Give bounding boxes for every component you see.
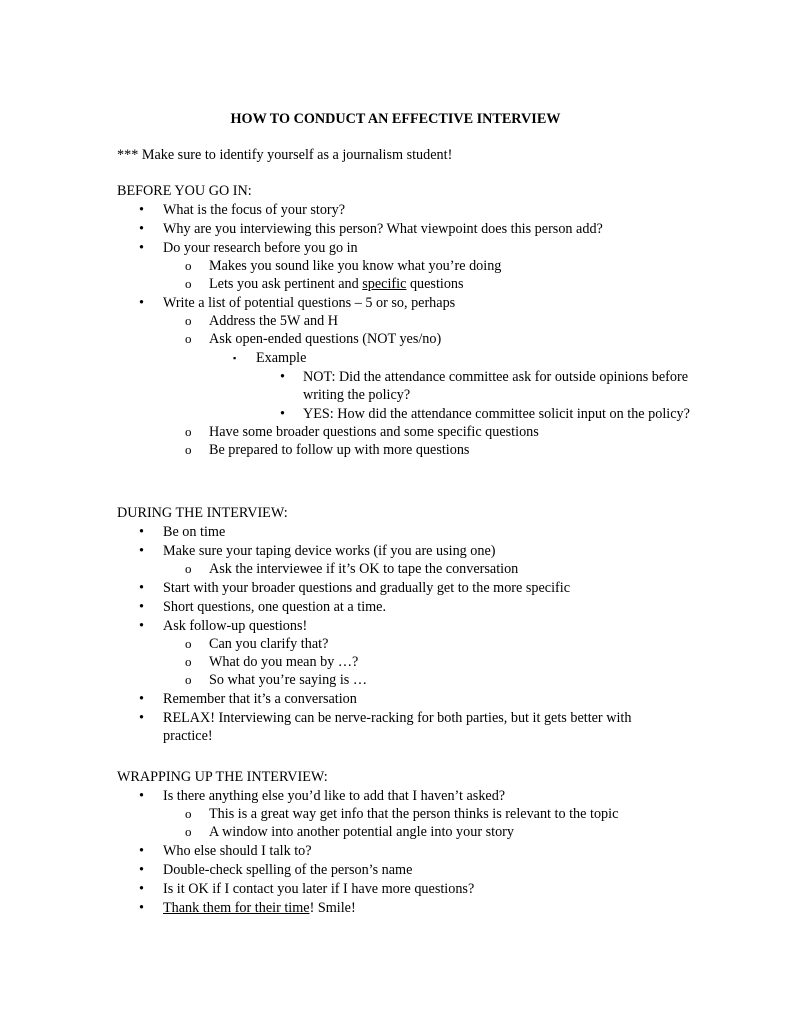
example-item-not: • NOT: Did the attendance committee ask for outside opinions before writing the policy? [280,369,689,403]
sub-list-item: o Makes you sound like you know what you’re doing [185,258,502,274]
bullet-marker: • [139,862,144,878]
list-item: • Double-check spelling of the person’s name [139,862,413,878]
underlined-text: specific [362,276,407,292]
sub-list-item: o Have some broader questions and some specific questions [185,424,539,440]
square-marker: ▪ [233,353,237,363]
sub-list-item: o Address the 5W and H [185,313,338,329]
example-item-yes: • YES: How did the attendance committee solicit input on the policy? [280,406,690,422]
circle-marker: o [185,654,192,669]
list-item: • RELAX! Interviewing can be nerve-racking for both parties, but it gets better with practice! [139,710,632,744]
circle-marker: o [185,561,192,576]
sub-list-item: o A window into another potential angle into your story [185,824,514,840]
bullet-marker: • [139,618,144,634]
bullet-marker: • [139,202,144,218]
sub-list-item: o So what you’re saying is … [185,672,368,688]
page-title: HOW TO CONDUCT AN EFFECTIVE INTERVIEW [230,111,561,127]
list-item: • Remember that it’s a conversation [139,691,357,707]
list-item: • What is the focus of your story? [139,202,346,218]
intro-note: *** Make sure to identify yourself as a journalism student! [117,147,453,163]
sub-list-item: o Be prepared to follow up with more questions [185,442,470,458]
circle-marker: o [185,331,192,346]
bullet-marker: • [280,406,285,422]
list-item: • Thank them for their time! Smile! [139,900,356,916]
section-before [117,182,717,459]
bullet-marker: • [139,524,144,540]
bullet-marker: • [139,900,144,916]
list-item: • Is there anything else you’d like to add that I haven’t asked? [139,788,506,804]
circle-marker: o [185,442,192,457]
section-heading-during: DURING THE INTERVIEW: [117,505,288,521]
sub-list-item: o Ask the interviewee if it’s OK to tape the conversation [185,561,519,577]
bullet-marker: • [280,369,285,385]
section-heading-before: BEFORE YOU GO IN: [117,183,252,199]
bullet-marker: • [139,599,144,615]
list-item: • Short questions, one question at a time. [139,599,387,615]
list-item: • Make sure your taping device works (if you are using one) [139,543,496,559]
circle-marker: o [185,276,192,291]
circle-marker: o [185,672,192,687]
underlined-text: Thank them for their time [163,900,310,916]
sub-list-item: o Lets you ask pertinent and specific questions [185,276,464,292]
list-item: • Do your research before you go in [139,240,358,256]
circle-marker: o [185,313,192,328]
sub-list-item: o This is a great way get info that the person thinks is relevant to the topic [185,806,619,822]
circle-marker: o [185,636,192,651]
section-during [117,504,717,745]
section-heading-wrap: WRAPPING UP THE INTERVIEW: [117,769,328,785]
list-item: • Why are you interviewing this person? What viewpoint does this person add? [139,221,603,237]
bullet-marker: • [139,295,144,311]
bullet-marker: • [139,843,144,859]
bullet-marker: • [139,240,144,256]
circle-marker: o [185,424,192,439]
bullet-marker: • [139,580,144,596]
sub-list-item: o Ask open-ended questions (NOT yes/no) [185,331,442,347]
bullet-marker: • [139,543,144,559]
circle-marker: o [185,258,192,273]
list-item: • Is it OK if I contact you later if I have more questions? [139,881,475,897]
sub-list-item: o What do you mean by …? [185,654,359,670]
sub-sub-list-item: ▪ Example [233,350,307,366]
bullet-marker: • [139,881,144,897]
bullet-marker: • [139,710,144,726]
list-item: • Write a list of potential questions – 5 or so, perhaps [139,295,456,311]
list-item: • Be on time [139,524,226,540]
circle-marker: o [185,806,192,821]
list-item: • Ask follow-up questions! [139,618,308,634]
bullet-marker: • [139,691,144,707]
circle-marker: o [185,824,192,839]
bullet-marker: • [139,788,144,804]
sub-list-item: o Can you clarify that? [185,636,329,652]
list-item: • Who else should I talk to? [139,843,312,859]
section-wrap [117,768,717,917]
bullet-marker: • [139,221,144,237]
list-item: • Start with your broader questions and gradually get to the more specific [139,580,570,596]
